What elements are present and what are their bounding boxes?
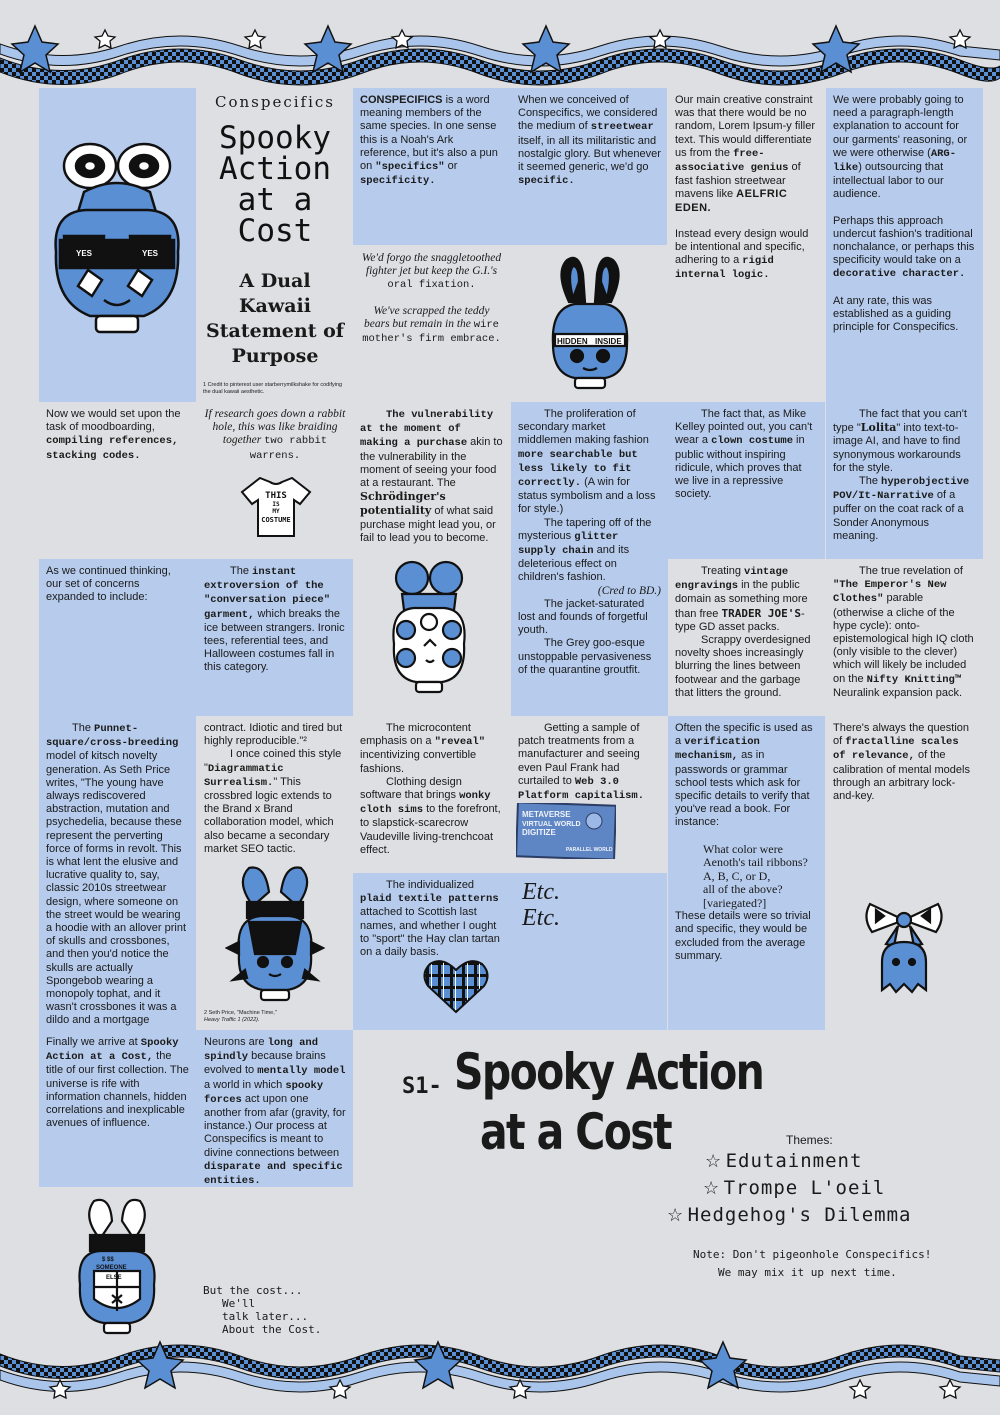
kelley-text [668, 402, 825, 559]
contract-t3: " This crossbred logic extends to the Brand x Brand collaboration model, which also became a secondary market SEO tactic. [204, 775, 334, 855]
finally-text [39, 1030, 196, 1187]
micro-m1: "reveal" [434, 736, 486, 749]
definition-mid: or [444, 160, 458, 173]
quiz-q1: What color were Aenoth's tail ribbons? [703, 841, 808, 870]
neurons-t2: because brains evolved to [204, 1050, 326, 1077]
prolif-t2: (A win for status symbolism and a loss for style.) [518, 476, 656, 516]
note-line-1: Note: Don't pigeonhole Conspecifics! [693, 1248, 932, 1261]
paragraph-t2: ) outsourcing that intellectual labor to our audience. [833, 161, 944, 201]
prolif-cred: (Cred to BD.) [597, 584, 661, 597]
prolif-m2: glitter supply chain [518, 530, 619, 558]
definition-text [353, 88, 510, 245]
extro-t1: The [230, 565, 253, 577]
theme-item-2 [703, 1177, 885, 1199]
shirt-text-this: THIS [265, 491, 287, 501]
finally-t2: the title of our first collection. The universe is rife with information channels, hidden correlations and inexplicable avenues of influence. [46, 1050, 189, 1130]
theme-3-label: Hedgehog's Dilemma [687, 1204, 912, 1226]
conceived-text [511, 88, 668, 245]
conceived-m2: specific. [518, 175, 575, 188]
constraint-brand: AELFRIC EDEN. [675, 188, 788, 214]
shield-label-2: SOMEONE [96, 1265, 127, 1271]
neurons-t4: act upon one another from afar (gravity, for instance.) Our process at Conspecifics is meant to divine connections between [204, 1092, 346, 1159]
plaid-t2: attached to Scottish last names, and whether I ought to "sport" the Hay clan tartan on a daily basis. [360, 906, 500, 959]
micro-t4: to the forefront, to slapstick-scarecrow Vaudeville living-trenchcoat effect. [360, 803, 501, 856]
lolita-t1: The fact that you can't type " [833, 408, 967, 435]
moodboard-m1: compiling references, stacking codes. [46, 435, 179, 462]
paragraph-m2: decorative character. [833, 268, 966, 281]
emperor-m2: Nifty Knitting™ [866, 673, 962, 686]
emperor-t1: The true revelation of [859, 565, 963, 577]
constraint-text [668, 88, 825, 402]
constraint-m1: free-associative genius [675, 147, 789, 175]
plaid-m1: plaid textile patterns [360, 893, 499, 906]
kelley-t2: in public without inspiring ridicule, which proves that we live in a repressive society. [675, 434, 805, 501]
poem-text [353, 246, 510, 402]
emperor-t2: parable (otherwise a cliche of the hype cycle): onto-epistemological high IQ cloth (only visible to the clever) which will likely be included on the [833, 592, 974, 685]
contract-t2: I once coined this style " [204, 748, 342, 774]
note-line-2: We may mix it up next time. [718, 1266, 897, 1279]
poem-mono1: oral fixation. [387, 279, 476, 291]
micro-t1: The microcontent emphasis on a [360, 722, 471, 748]
punnett-m1: Punnet-square/cross-breeding [46, 723, 179, 750]
poem-line2: We've scrapped the teddy bears but remain in the [364, 305, 490, 330]
definition-body: is a word meaning members of the same species. In one sense this is a Noah's Ark reference, but it's also a pun on [360, 94, 498, 173]
shield-label-3: ELSE [106, 1275, 122, 1281]
prolif-t3: The tapering off of the mysterious [518, 516, 652, 542]
rabbit-m1: two rabbit warrens. [249, 435, 328, 462]
constraint-t3: Instead every design would be intentional and specific, adhering to a [675, 227, 809, 267]
etc-block [511, 873, 668, 1030]
themes-label: Themes: [786, 1133, 833, 1147]
neurons-m2: mentally model [257, 1065, 346, 1078]
prolif-m1: more searchable but less likely to fit correctly. [518, 448, 638, 490]
vulnerability-m1: The vulnerability at the moment of making a purchase [360, 409, 494, 450]
shirt-text-my: MY [272, 508, 280, 515]
fract-m1: fractalline scales of relevance, [833, 736, 959, 763]
shirt-text-costume: COSTUME [261, 516, 291, 524]
neurons-t1: Neurons are [204, 1036, 268, 1048]
spiked-mascot-illustration [225, 862, 325, 1002]
constraint-t2: of fast fashion streetwear mavens like [675, 161, 801, 201]
constraint-t1: Our main creative constraint was that there would be no random, Lorem Ipsum-y filler text. This would differentiate us from the [675, 94, 815, 159]
lolita-t3: The [859, 475, 882, 488]
constraint-m2: rigid internal logic. [675, 255, 774, 282]
theme-item-3 [667, 1204, 912, 1226]
paragraph-text [826, 88, 983, 402]
quiz-q2: A, B, C, or D, [703, 868, 771, 883]
vintage-brand: TRADER JOE'S [721, 606, 801, 620]
metaverse-patch-illustration [516, 803, 616, 859]
prolif-t1: The proliferation of secondary market middlemen making fashion [518, 408, 649, 447]
paragraph-t4: At any rate, this was established as a guiding principle for Conspecifics. [833, 294, 959, 334]
emperor-t3: Neuralink expansion pack. [833, 686, 963, 699]
prolif-t5: The jacket-saturated lost and founds of forgetful youth. [518, 597, 648, 637]
extroversion-text [197, 559, 353, 716]
paragraph-m1: ARG-like [833, 147, 957, 175]
emperor-m1: "The Emperor's New Clothes" [833, 579, 947, 606]
lolita-g1: Lolita [860, 421, 897, 435]
cost-note-2: We'll [222, 1297, 256, 1310]
theme-1-label: Edutainment [725, 1150, 863, 1172]
finally-t1: Finally we arrive at [46, 1036, 141, 1048]
contract-t1: contract. Idiotic and tired but highly reproducible."² [204, 722, 343, 748]
inside-label: INSIDE [595, 337, 622, 346]
patch-m1: Web 3.0 Platform capitalism. [518, 775, 645, 803]
fract-t1: There's always the question of [833, 722, 970, 748]
theme-item-1 [705, 1150, 862, 1172]
conceived-t2: itself, in all its militaristic and nostalgic glory. But whenever it seemed generic, we'd go [518, 134, 661, 174]
title-line-4: Cost [237, 213, 313, 250]
kelley-t1: The fact that, as Mike Kelley pointed out, you can't wear a [675, 408, 813, 447]
paragraph-t1: We were probably going to need a paragraph-length explanation to account for our garments' reasoning, or we were otherwise ( [833, 94, 968, 159]
hidden-inside-mascot-illustration [545, 252, 635, 392]
cost-note-3: talk later... [222, 1310, 309, 1323]
shield-mascot-illustration [72, 1195, 162, 1335]
definition-mono-1: "specifics" [375, 161, 445, 174]
punnett-t1: The [72, 722, 95, 734]
conceived-m1: streetwear [590, 121, 654, 134]
lolita-m1: hyperobjective POV/It-Narrative [833, 476, 970, 503]
emperor-text [826, 559, 983, 716]
prolif-t4: and its deleterious effect on children's fashion. [518, 544, 630, 584]
patch-line-1: METAVERSE [522, 810, 571, 819]
neurons-m3: spooky forces [204, 1079, 324, 1106]
finally-m1: Spooky Action at a Cost, [46, 1037, 179, 1064]
plaid-heart-illustration [422, 958, 490, 1016]
vintage-t3: -type GD asset packs. [675, 607, 805, 633]
prolif-t6: The Grey goo-esque unstoppable pervasiveness of the quarantine groutfit. [518, 637, 652, 676]
vintage-m1: vintage engravings [675, 566, 789, 593]
season-title-1: Spooky Action [454, 1043, 764, 1101]
footnote-2a: 2 Seth Price, "Machine Time," [204, 1010, 277, 1016]
patch-line-3: DIGITIZE [522, 828, 556, 837]
definition-mono-2: specificity. [360, 175, 436, 188]
theme-2-label: Trompe L'oeil [723, 1177, 886, 1199]
costume-tshirt-illustration [240, 474, 312, 540]
quiz-q4: [variegated?] [703, 895, 767, 910]
paragraph-t3: Perhaps this approach undercut fashion's traditional nonchalance, or perhaps this specificity would take on a [833, 214, 975, 267]
star-bullet-icon: ☆ [703, 1178, 720, 1198]
moodboard-text [39, 402, 196, 559]
bow-ghost-illustration [862, 898, 946, 1002]
verification-quiz [675, 843, 818, 911]
microcontent-text [353, 716, 510, 873]
verif-t3: These details were so trivial and specific, they would be excluded from the average summary. [675, 910, 811, 962]
vintage-t2: in the public domain as something more than free [675, 579, 808, 620]
quiz-q3: all of the above? [703, 882, 783, 897]
star-bullet-icon: ☆ [667, 1205, 684, 1225]
lolita-text [826, 402, 983, 559]
lolita-t4: of a puffer on the coat rack of a Sonder Anonymous meaning. [833, 489, 964, 542]
yes-label-left: YES [76, 249, 93, 258]
title-line-3: at a [237, 182, 313, 219]
concerns-text: As we continued thinking, our set of concerns expanded to include: [46, 565, 171, 604]
verif-t1: Often the specific is used as a [675, 722, 813, 748]
cost-note-1: But the cost... [203, 1284, 303, 1297]
extro-m1: instant extroversion of the "conversation piece" garment, [204, 566, 331, 621]
punnett-text [39, 716, 196, 1030]
micro-t2: incentivizing convertible fashions. [360, 749, 477, 775]
verif-t2: as in passwords or grammar school tests which ask for specific details to verify that you've read a book. For instance: [675, 749, 810, 829]
kelley-m1: clown costume [711, 435, 793, 448]
footnote-1: 1 Credit to pinterest user starberrymilkshake for codifying the dual kawaii aesthetic. [203, 382, 343, 395]
shield-label-1: $ $$ [102, 1257, 114, 1263]
lolita-t2: " into text-to-image AI, and have to find synonymous workarounds for the style. [833, 422, 961, 474]
proliferation-text [511, 402, 668, 716]
shirt-text-is: IS [272, 501, 280, 508]
subtitle: A Dual Kawaii Statement of Purpose [206, 270, 344, 368]
conceived-t1: When we conceived of Conspecifics, we considered the medium of [518, 94, 658, 133]
contract-m1: Diagrammatic Surrealism. [204, 762, 284, 789]
patch-small-text: PARALLEL WORLD [566, 847, 613, 853]
poem-line1: We'd forgo the snaggletoothed fighter jet but keep the G.I.'s [361, 252, 502, 277]
title-block [197, 88, 353, 402]
season-title-2: at a Cost [480, 1103, 671, 1161]
fract-t2: of the calibration of mental models through an arbitrary lock-and-key. [833, 749, 970, 803]
patch-t1: Getting a sample of patch treatments from a manufacturer and seeing even Paul Frank had curtailed to [518, 722, 640, 787]
season-prefix: S1- [402, 1074, 442, 1099]
patch-line-2: VIRTUAL WORLD [522, 821, 581, 828]
neurons-t3: a world in which [204, 1078, 286, 1091]
plaid-t1: The individualized [386, 879, 475, 891]
vulnerability-text [353, 402, 510, 559]
brand-name: Conspecifics [215, 93, 335, 111]
hidden-label: HIDDEN [557, 337, 588, 346]
vintage-t4: Scrappy overdesigned novelty shoes increasingly blurring the lines between footwear and the garbage that litters the ground. [675, 634, 811, 699]
title-line-1: Spooky [219, 120, 331, 157]
footnote-2b: Heavy Traffic 1 (2022). [204, 1017, 260, 1023]
sunglasses-mascot-illustration [44, 140, 190, 340]
title-stack [204, 120, 346, 250]
vulnerability-t1: akin to the vulnerability in the moment of seeing your food at a restaurant. The [360, 436, 503, 490]
vintage-t1: Treating [701, 565, 745, 577]
vulnerability-t2: of what said purchase might lead you, or fail to lead you to become. [360, 505, 496, 544]
fractalline-text [826, 716, 983, 873]
extro-t2: which breaks the ice between strangers. Ironic tees, referential tees, and Halloween costumes fall in this category. [204, 607, 345, 674]
neurons-m1: long and spindly [204, 1037, 319, 1064]
cost-note-4: About the Cost. [222, 1323, 322, 1336]
poem-mono2: wire mother's firm embrace. [362, 319, 501, 345]
etc-line-1: Etc. [522, 879, 560, 905]
bottom-star-border [0, 1328, 1000, 1408]
yes-label-right: YES [142, 249, 159, 258]
verification-text [668, 716, 825, 1030]
vulnerability-g1: Schrödinger's potentiality [360, 490, 446, 518]
title-line-2: Action [219, 151, 331, 188]
flower-mascot-illustration [384, 560, 474, 696]
star-bullet-icon: ☆ [705, 1151, 722, 1171]
etc-line-2: Etc. [522, 905, 560, 931]
neurons-m4: disparate and specific entities. [204, 1160, 343, 1187]
vintage-text [668, 559, 825, 716]
rabbit-t1: If research goes down a rabbit hole, this was like braiding together [204, 408, 346, 447]
punnett-t2: model of kitsch novelty generation. As Seth Price writes, "The young have always rediscovered abstraction, mutation and psychedelia, because these represent the perverting force of forms in revolt. This is what lent the elusive and lucrative quality to, say, classic 2010s streetwear design, where someone on the street would be wearing a hoodie with an allover print of skulls and crossbones, and then you'd notice the skulls are actually Spongebob wearing a monopoly tophat, and it wasn't crossbones it was a dildo and a mortgage [46, 750, 187, 1027]
moodboard-t1: Now we would set upon the task of moodboarding, [46, 408, 181, 434]
definition-lead: CONSPECIFICS [360, 94, 443, 106]
neurons-text [197, 1030, 353, 1187]
micro-t3: Clothing design software that brings [360, 775, 462, 802]
footnote-2 [204, 1010, 277, 1024]
verif-m1: verification mechanism, [675, 736, 760, 763]
micro-m2: wonky cloth sims [360, 790, 491, 817]
